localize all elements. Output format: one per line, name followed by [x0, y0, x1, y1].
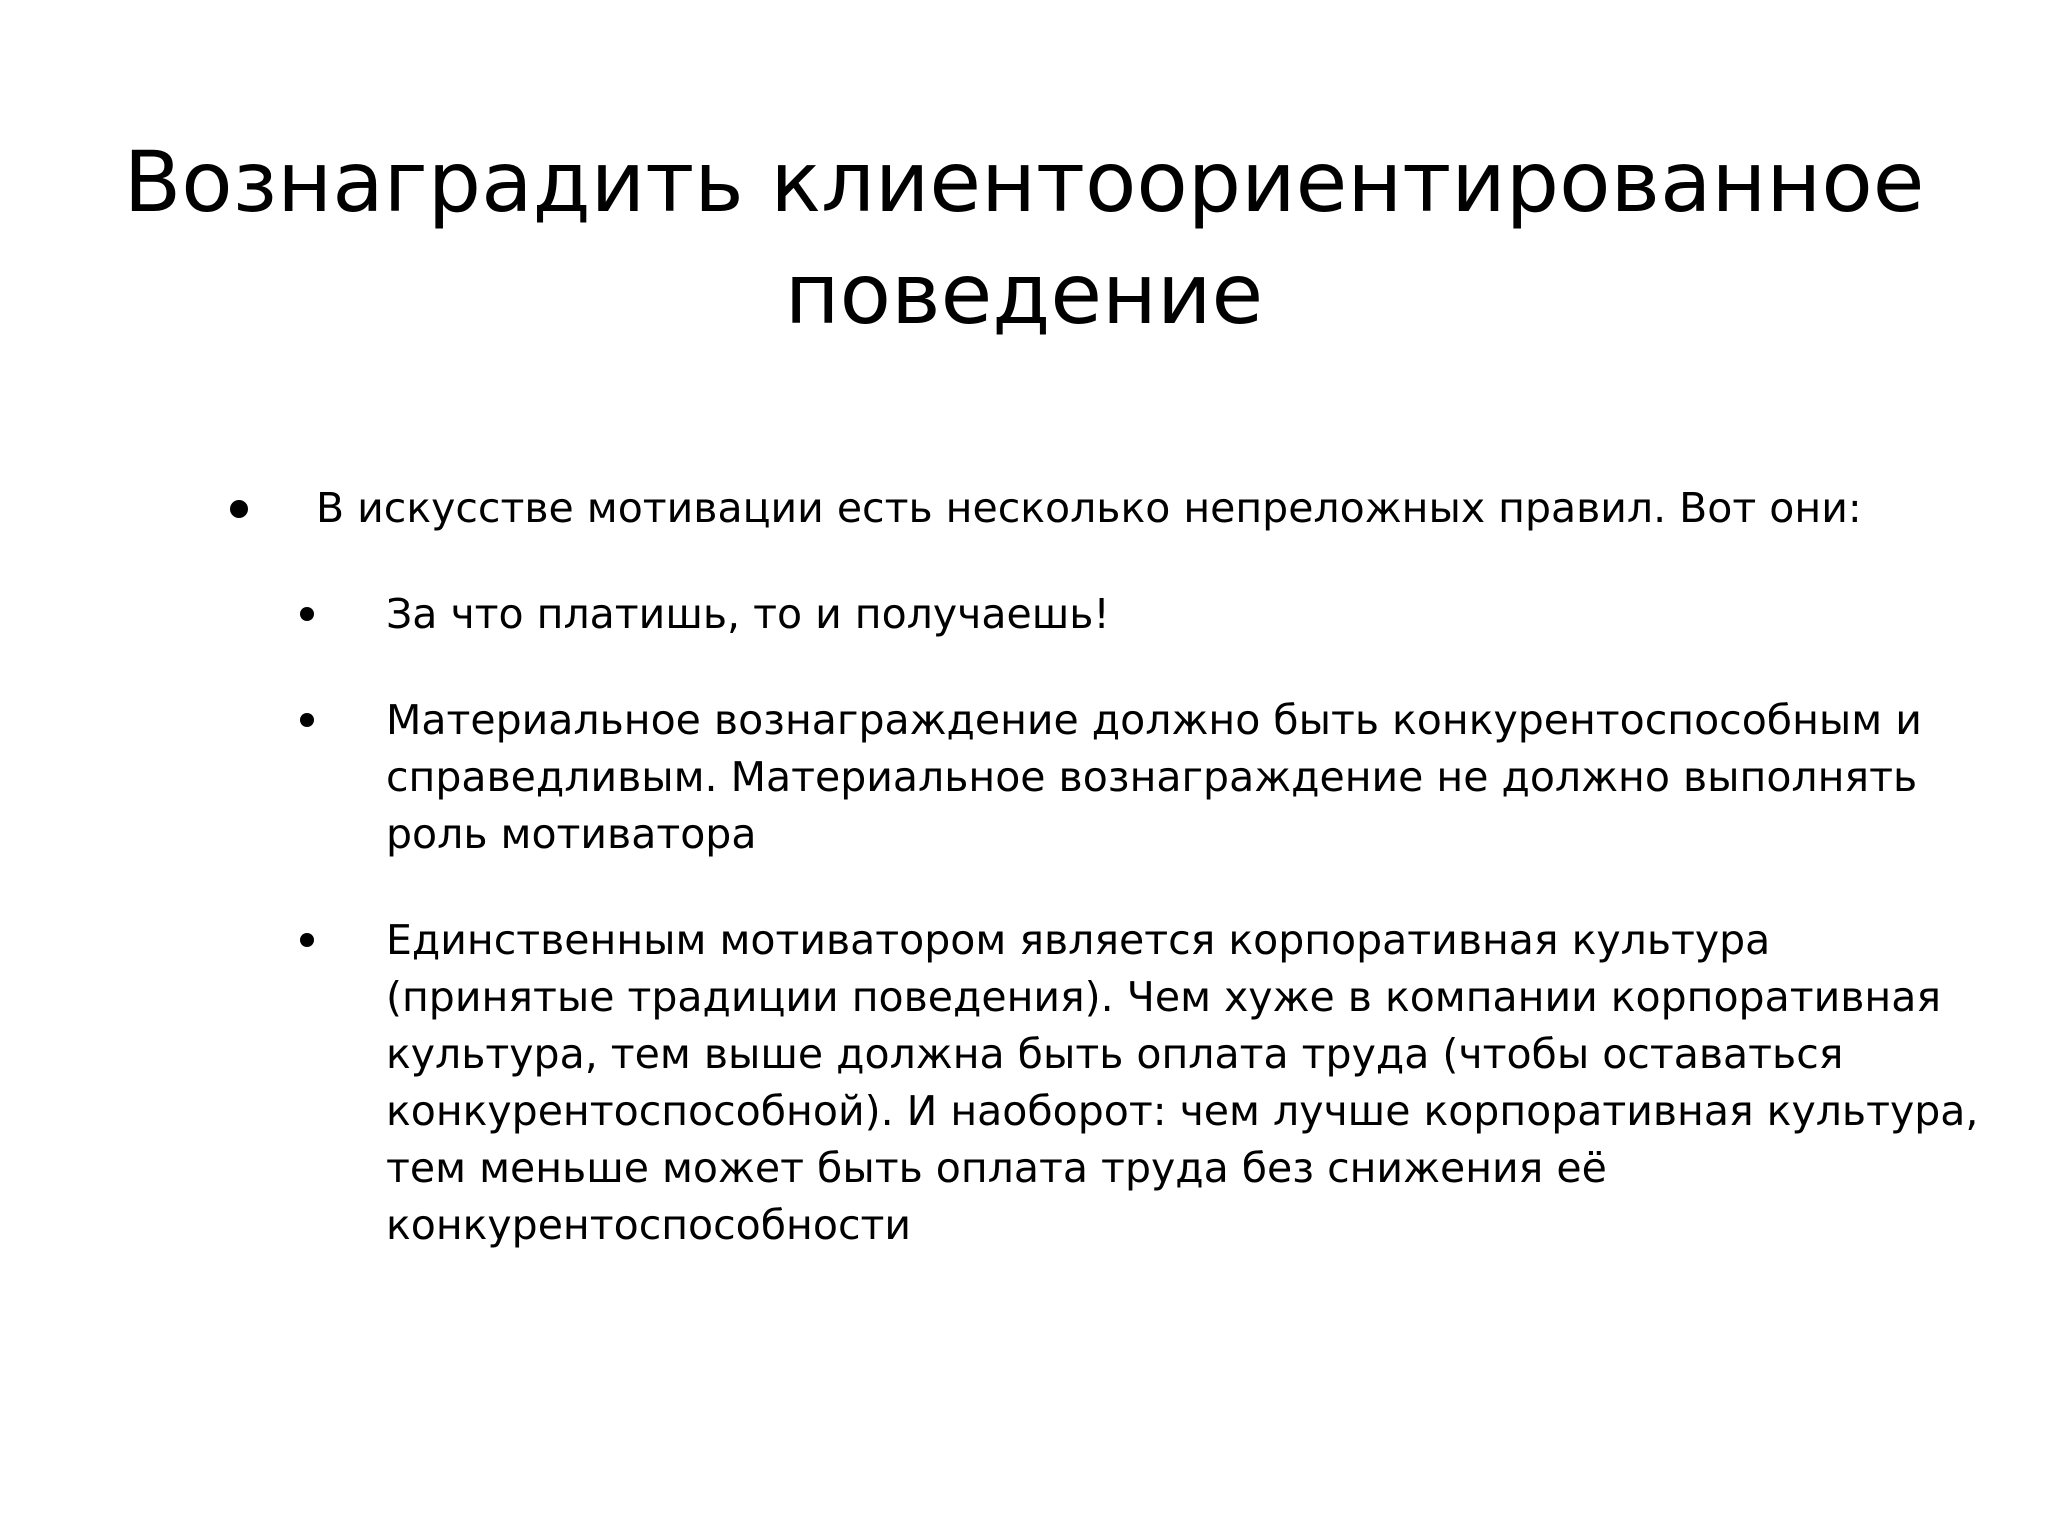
bullet-line: справедливым. Материальное вознаграждение не должно выполнять — [386, 753, 1918, 801]
bullet-line: культура, тем выше должна быть оплата труда (чтобы оставаться — [386, 1030, 1844, 1078]
bullet-icon — [300, 607, 314, 621]
bullet-icon — [300, 713, 314, 727]
bullet-line: конкурентоспособной). И наоборот: чем лучше корпоративная культура, — [386, 1087, 1979, 1135]
bullet-icon — [230, 500, 248, 518]
bullet-line: тем меньше может быть оплата труда без снижения её — [386, 1144, 1607, 1192]
bullet-icon — [300, 933, 314, 947]
bullet-line: конкурентоспособности — [386, 1201, 912, 1249]
bullet-line: В искусстве мотивации есть несколько непреложных правил. Вот они: — [316, 484, 1862, 532]
bullet-text — [386, 586, 1886, 643]
bullet-line: Материальное вознаграждение должно быть конкурентоспособным и — [386, 696, 1922, 744]
bullet-line: роль мотиватора — [386, 810, 757, 858]
bullet-line: Единственным мотиватором является корпоративная культура — [386, 916, 1771, 964]
bullet-text — [386, 692, 1922, 863]
bullet-line: (принятые традиции поведения). Чем хуже в компании корпоративная — [386, 973, 1941, 1021]
bullet-text — [386, 912, 1979, 1254]
bullet-text — [316, 480, 1966, 537]
slide-title: Вознаградить клиентоориентированное поведение — [123, 133, 1925, 343]
bullet-line: За что платишь, то и получаешь! — [386, 590, 1110, 638]
